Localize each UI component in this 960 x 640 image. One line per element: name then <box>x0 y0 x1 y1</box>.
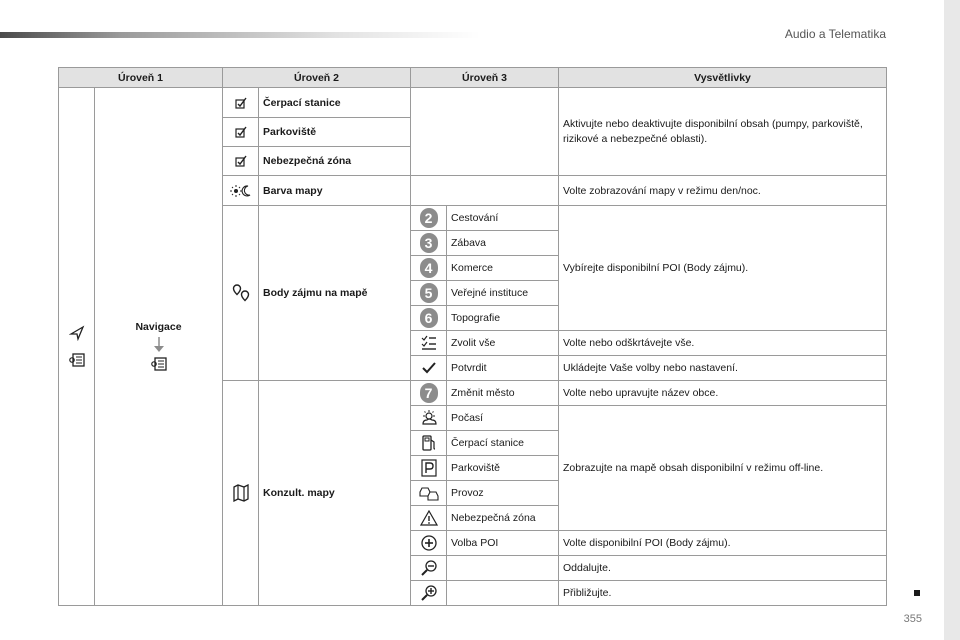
zoom-in-explanation: Přibližujte. <box>559 581 887 606</box>
column-header-level-2: Úroveň 2 <box>223 68 411 88</box>
map-icon[interactable] <box>232 484 250 502</box>
checkbox-icon[interactable] <box>235 155 247 167</box>
weather-icon-cell <box>411 406 447 431</box>
parking-checkbox-cell <box>223 118 259 147</box>
badge-3: 3 <box>420 233 438 253</box>
badge-cell <box>411 206 447 231</box>
poi-select-label[interactable]: Volba POI <box>447 531 559 556</box>
zoom-out-icon-cell <box>411 556 447 581</box>
zoom-in-icon-cell <box>411 581 447 606</box>
map-color-label[interactable]: Barva mapy <box>259 176 411 206</box>
poi-category-commerce[interactable]: Komerce <box>447 256 559 281</box>
traffic-label[interactable]: Provoz <box>447 481 559 506</box>
level-2-cell <box>95 88 223 606</box>
poi-icon[interactable] <box>231 283 251 303</box>
header-bar <box>0 32 480 38</box>
danger-checkbox-cell <box>223 147 259 176</box>
badge-cell <box>411 281 447 306</box>
page-header-title: Audio a Telematika <box>784 27 886 41</box>
fuel-checkbox-cell <box>223 88 259 118</box>
arrow-down-icon <box>153 337 165 353</box>
parking-icon-cell <box>411 456 447 481</box>
poi-category-travel[interactable]: Cestování <box>447 206 559 231</box>
navigation-arrow-icon <box>69 325 85 341</box>
parking-icon[interactable] <box>421 459 437 477</box>
badge-2: 2 <box>420 208 438 228</box>
page-number: 355 <box>903 613 922 625</box>
parking-offline-label[interactable]: Parkoviště <box>447 456 559 481</box>
poi-select-icon-cell <box>411 531 447 556</box>
level-1-cell <box>59 88 95 606</box>
empty-cell <box>411 88 559 176</box>
parking-label[interactable]: Parkoviště <box>259 118 411 147</box>
select-all-icon-cell <box>411 331 447 356</box>
map-color-explanation: Volte zobrazování mapy v režimu den/noc. <box>559 176 887 206</box>
confirm-explanation: Ukládejte Vaše volby nebo nastavení. <box>559 356 887 381</box>
zoom-in-icon[interactable] <box>420 585 438 601</box>
danger-zone-label[interactable]: Nebezpečná zóna <box>259 147 411 176</box>
warning-icon-cell <box>411 506 447 531</box>
weather-label[interactable]: Počasí <box>447 406 559 431</box>
poi-category-topography[interactable]: Topografie <box>447 306 559 331</box>
badge-cell <box>411 231 447 256</box>
empty-cell <box>447 581 559 606</box>
poi-category-entertainment[interactable]: Zábava <box>447 231 559 256</box>
badge-cell <box>411 306 447 331</box>
warning-icon[interactable] <box>420 510 438 526</box>
day-night-icon[interactable] <box>230 184 252 198</box>
settings-menu-icon <box>68 351 86 369</box>
column-header-explanation: Vysvětlivky <box>559 68 887 88</box>
fuel-station-offline-label[interactable]: Čerpací stanice <box>447 431 559 456</box>
fuel-station-label[interactable]: Čerpací stanice <box>259 88 411 118</box>
zoom-out-icon[interactable] <box>420 560 438 576</box>
badge-cell <box>411 256 447 281</box>
fuel-pump-icon[interactable] <box>421 434 437 452</box>
traffic-icon[interactable] <box>419 485 439 501</box>
map-icon-cell <box>223 381 259 606</box>
consult-map-label[interactable]: Konzult. mapy <box>259 381 411 606</box>
badge-7: 7 <box>420 383 438 403</box>
weather-icon[interactable] <box>420 410 438 426</box>
column-header-level-3: Úroveň 3 <box>411 68 559 88</box>
checkbox-icon[interactable] <box>235 126 247 138</box>
confirm-icon-cell <box>411 356 447 381</box>
settings-menu-icon <box>150 355 168 373</box>
zoom-out-explanation: Oddalujte. <box>559 556 887 581</box>
offline-explanation: Zobrazujte na mapě obsah disponibilní v režimu off-line. <box>559 406 887 531</box>
select-all-explanation: Volte nebo odškrtávejte vše. <box>559 331 887 356</box>
badge-5: 5 <box>420 283 438 303</box>
badge-6: 6 <box>420 308 438 328</box>
column-header-level-1: Úroveň 1 <box>59 68 223 88</box>
level-2-label: Navigace <box>135 320 182 333</box>
poi-select-explanation: Volte disponibilní POI (Body zájmu). <box>559 531 887 556</box>
traffic-icon-cell <box>411 481 447 506</box>
map-color-icon-cell <box>223 176 259 206</box>
add-circle-icon[interactable] <box>421 535 437 551</box>
page-marker <box>914 590 920 596</box>
table-row <box>59 88 887 118</box>
poi-category-public[interactable]: Veřejné instituce <box>447 281 559 306</box>
checkbox-icon[interactable] <box>235 97 247 109</box>
fuel-pump-icon-cell <box>411 431 447 456</box>
page-edge-strip <box>944 0 960 640</box>
empty-cell <box>447 556 559 581</box>
poi-toggle-explanation: Aktivujte nebo deaktivujte disponibilní obsah (pumpy, parkoviště, rizikové a nebezpečné oblasti). <box>559 88 887 176</box>
select-all-icon[interactable] <box>421 335 437 351</box>
select-all-label[interactable]: Zvolit vše <box>447 331 559 356</box>
poi-icon-cell <box>223 206 259 381</box>
empty-cell <box>411 176 559 206</box>
table-header-row <box>59 68 887 88</box>
confirm-label[interactable]: Potvrdit <box>447 356 559 381</box>
poi-on-map-label[interactable]: Body zájmu na mapě <box>259 206 411 381</box>
change-city-label[interactable]: Změnit město <box>447 381 559 406</box>
change-city-explanation: Volte nebo upravujte název obce. <box>559 381 887 406</box>
badge-cell <box>411 381 447 406</box>
badge-4: 4 <box>420 258 438 278</box>
navigation-menu-table <box>58 67 887 606</box>
danger-zone-offline-label[interactable]: Nebezpečná zóna <box>447 506 559 531</box>
checkmark-icon[interactable] <box>422 362 436 374</box>
poi-categories-explanation: Vybírejte disponibilní POI (Body zájmu). <box>559 206 887 331</box>
